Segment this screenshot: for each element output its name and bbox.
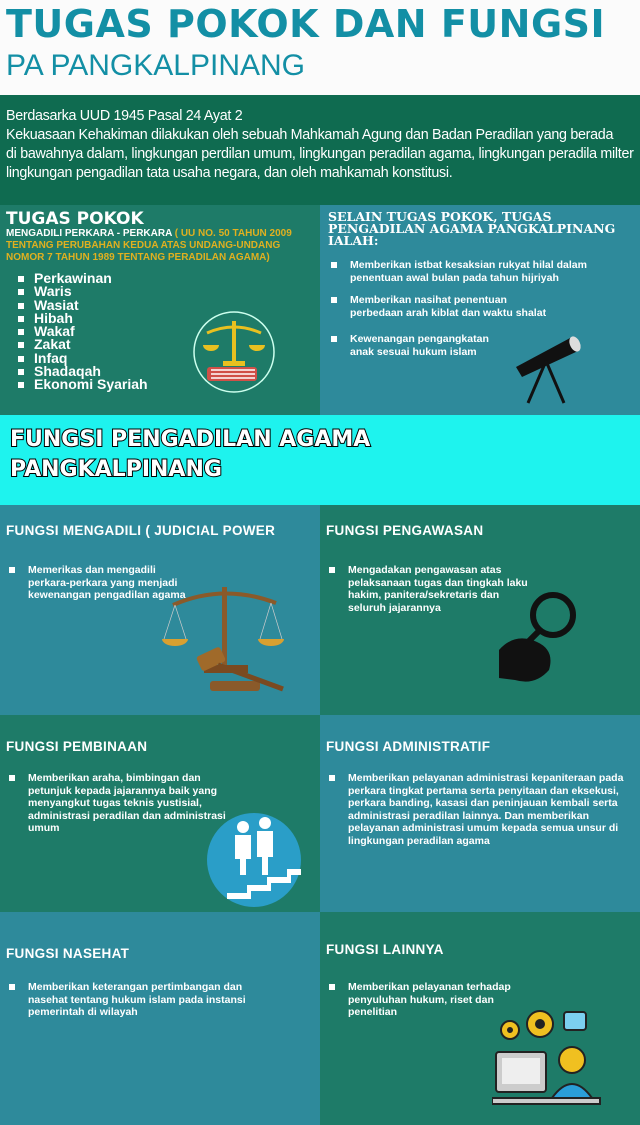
fungsi-title: FUNGSI NASEHAT	[6, 946, 130, 961]
fungsi-administratif-panel	[320, 715, 640, 912]
scales-book-icon	[193, 311, 275, 393]
intro-section	[0, 95, 640, 205]
fungsi-nasehat-panel	[0, 912, 320, 1125]
fungsi-pengawasan-panel	[320, 505, 640, 715]
office-worker-icon	[492, 1008, 602, 1118]
list-item: Wakaf	[6, 325, 314, 338]
fungsi-text: Memberikan pelayanan terhadap penyuluhan hukum, riset dan penelitian	[326, 981, 526, 1019]
fungsi-title: FUNGSI LAINNYA	[326, 942, 444, 957]
fungsi-text: Memberikan keterangan pertimbangan dan nasehat tentang hukum islam pada instansi pemerintah di wilayah	[6, 981, 246, 1019]
list-item: Perkawinan	[6, 272, 314, 285]
intro-line: lingkungan pengadilan tata usaha negara, dan oleh mahkamah konstitusi.	[6, 165, 453, 181]
list-item: Memberikan istbat kesaksian rukyat hilal dalam penentuan awal bulan pada tahun hijriyah	[328, 259, 618, 284]
list-item: Zakat	[6, 338, 314, 351]
list-item: Waris	[6, 285, 314, 298]
list-item: Shadaqah	[6, 365, 314, 378]
banner-line: FUNGSI PENGADILAN AGAMA	[10, 427, 371, 452]
intro-line: Berdasarka UUD 1945 Pasal 24 Ayat 2	[6, 108, 243, 124]
fungsi-title: FUNGSI MENGADILI ( JUDICIAL POWER	[6, 523, 276, 538]
list-item: Kewenangan pengangkatan anak sesuai hukum islam	[328, 333, 498, 358]
tugas-pokok-subtitle: MENGADILI PERKARA - PERKARA	[6, 228, 172, 239]
intro-line: di bawahnya dalam, lingkungan perdilan umum, lingkungan peradilan agama, lingkungan peradila milter	[6, 146, 634, 162]
page-subtitle: PA PANGKALPINANG	[6, 49, 305, 82]
fungsi-lainnya-panel	[320, 912, 640, 1125]
fungsi-title: FUNGSI PENGAWASAN	[326, 523, 484, 538]
selain-tugas-panel	[320, 205, 640, 415]
list-item: Hibah	[6, 312, 314, 325]
fungsi-text: Memerikas dan mengadili perkara-perkara yang menjadi kewenangan pengadilan agama	[6, 564, 196, 602]
list-item: Infaq	[6, 352, 314, 365]
fungsi-text: Mengadakan pengawasan atas pelaksanaan tugas dan tingkah laku hakim, panitera/sekretaris dan seluruh jajarannya	[326, 564, 536, 614]
tugas-pokok-title: TUGAS POKOK	[6, 209, 144, 229]
banner-line: PANGKALPINANG	[10, 457, 222, 482]
fungsi-banner	[0, 415, 640, 505]
header	[0, 0, 640, 95]
list-item: Memberikan nasihat penentuan perbedaan arah kiblat dan waktu shalat	[328, 294, 548, 319]
fungsi-mengadili-panel	[0, 505, 320, 715]
people-stairs-icon	[207, 813, 301, 907]
fungsi-pembinaan-panel	[0, 715, 320, 912]
gavel-scales-icon	[158, 581, 298, 696]
list-item: Wasiat	[6, 299, 314, 312]
fungsi-title: FUNGSI ADMINISTRATIF	[326, 739, 491, 754]
fungsi-text: Memberikan pelayanan administrasi kepaniteraan pada perkara tingkat pertama serta penyitaan dan eksekusi, perkara banding, kasasi dan peninjauan kembali serta administrasi peradilan lainnya. Dan memberikan pelayanan administrasi umum kepada semua unsur di lingkungan peradilan agama	[326, 772, 626, 847]
intro-line: Kekuasaan Kehakiman dilakukan oleh sebuah Mahkamah Agung dan Badan Peradilan yang berada	[6, 127, 614, 143]
law-reference: ( UU NO. 50 TAHUN 2009 TENTANG PERUBAHAN KEDUA ATAS UNDANG-UNDANG NOMOR 7 TAHUN 1989 TENTANG PERADILAN AGAMA)	[6, 228, 292, 263]
fungsi-text: Memberikan araha, bimbingan dan petunjuk kepada jajarannya baik yang menyangkut tugas teknis yustisial, administrasi peradilan dan administrasi umum	[6, 772, 226, 835]
page-title: TUGAS POKOK DAN FUNGSI	[6, 2, 606, 46]
magnifier-hand-icon	[495, 590, 580, 685]
list-item: Ekonomi Syariah	[6, 378, 314, 391]
tugas-pokok-panel	[0, 205, 320, 415]
fungsi-title: FUNGSI PEMBINAAN	[6, 739, 148, 754]
selain-title: SELAIN TUGAS POKOK, TUGAS PENGADILAN AGAMA PANGKALPINANG IALAH:	[328, 209, 616, 248]
telescope-icon	[512, 325, 592, 405]
